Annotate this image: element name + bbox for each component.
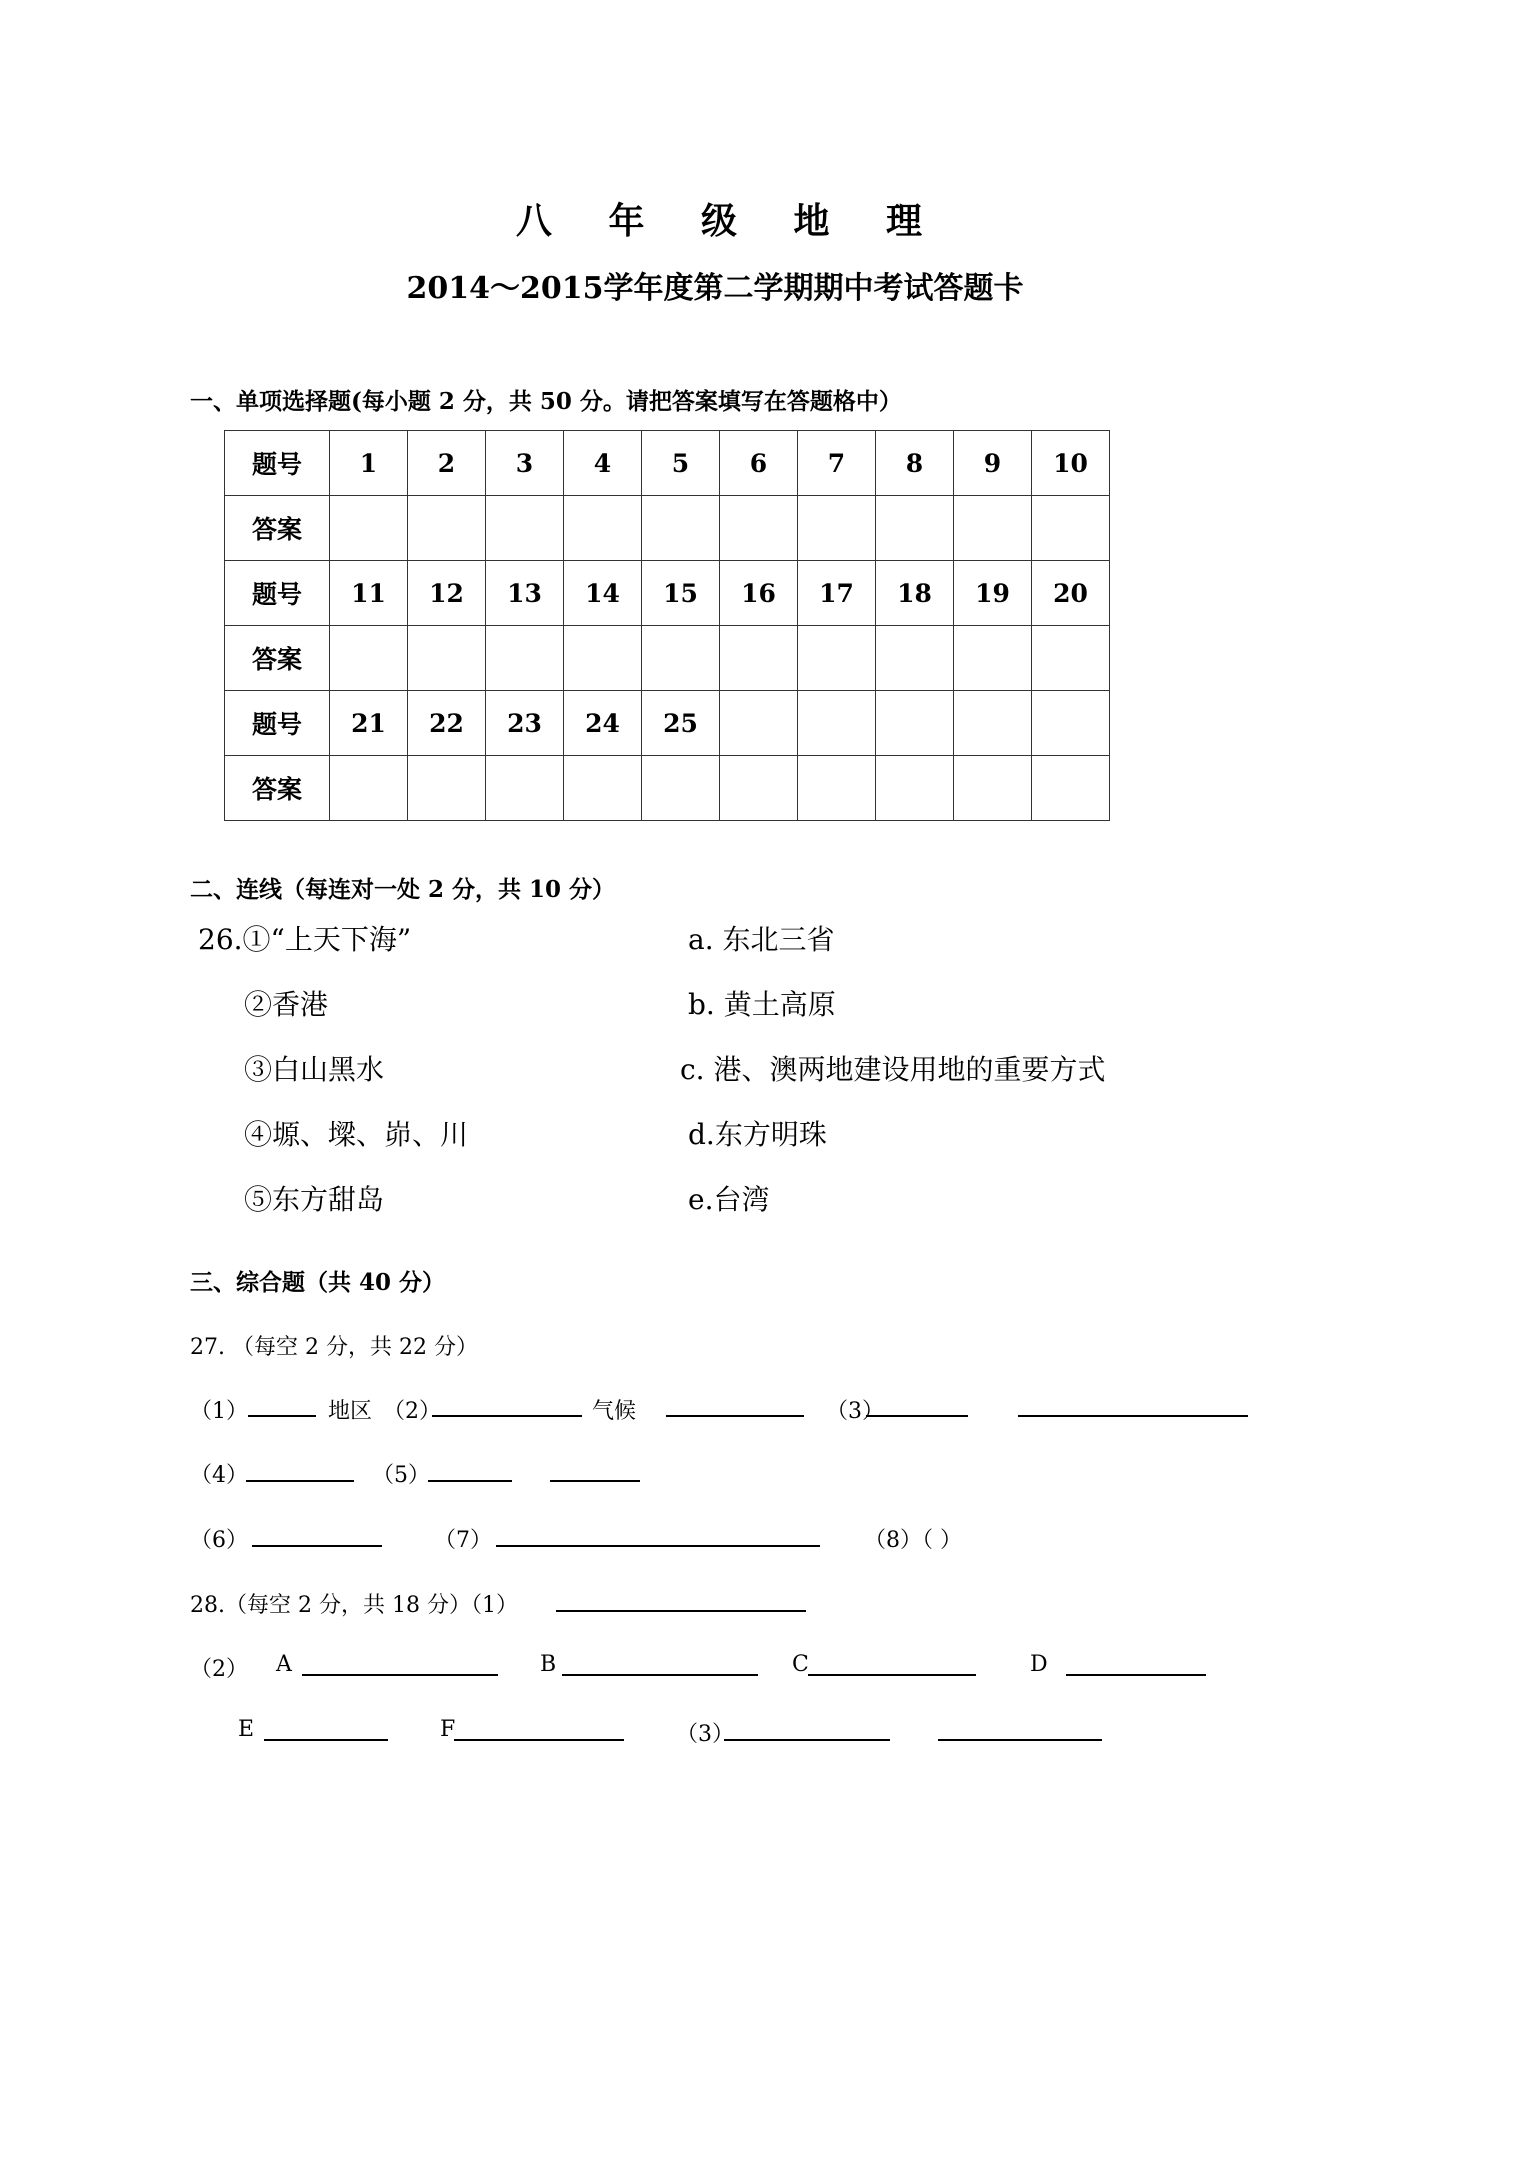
q27-4-label: （4） — [190, 1463, 248, 1488]
q28-3-label: （3） — [676, 1722, 734, 1747]
question-number: 5 — [642, 431, 720, 496]
answer-cell[interactable] — [798, 496, 876, 561]
answer-blank[interactable] — [866, 1415, 968, 1417]
answer-blank[interactable] — [246, 1480, 354, 1482]
answer-cell[interactable] — [486, 626, 564, 691]
answer-blank[interactable] — [1018, 1415, 1248, 1417]
question-number — [720, 691, 798, 756]
question-number: 3 — [486, 431, 564, 496]
q27-7-label: （7） — [434, 1528, 492, 1553]
answer-blank[interactable] — [550, 1480, 640, 1482]
answer-blank[interactable] — [556, 1610, 806, 1612]
answer-cell[interactable] — [954, 496, 1032, 561]
row-label-question: 题号 — [225, 431, 330, 496]
match-right-item: d.东方明珠 — [688, 1118, 827, 1151]
q27-6-label: （6） — [190, 1528, 248, 1553]
answer-blank[interactable] — [666, 1415, 804, 1417]
question-number: 15 — [642, 561, 720, 626]
match-left-item: ③白山黑水 — [244, 1053, 385, 1086]
match-right-item: a. 东北三省 — [688, 923, 835, 956]
section1-heading: 一、单项选择题(每小题 2 分，共 50 分。请把答案填写在答题格中） — [190, 388, 902, 415]
question-number — [798, 691, 876, 756]
q27-1-label: （1） — [190, 1399, 248, 1424]
q27-climate-label: 气候 — [592, 1399, 637, 1424]
answer-blank[interactable] — [264, 1739, 388, 1741]
answer-cell[interactable] — [876, 756, 954, 821]
question-number: 11 — [330, 561, 408, 626]
table-row — [225, 431, 1110, 496]
question-number: 14 — [564, 561, 642, 626]
q28-E-label: E — [238, 1717, 255, 1742]
q27-8-label: （8）（ ） — [864, 1528, 962, 1553]
answer-blank[interactable] — [938, 1739, 1102, 1741]
answer-blank[interactable] — [252, 1545, 382, 1547]
table-row — [225, 756, 1110, 821]
question-number — [876, 691, 954, 756]
row-label-answer: 答案 — [225, 496, 330, 561]
question-number: 17 — [798, 561, 876, 626]
q28-F-label: F — [440, 1717, 456, 1742]
question-number: 10 — [1032, 431, 1110, 496]
answer-blank[interactable] — [428, 1480, 512, 1482]
answer-blank[interactable] — [454, 1739, 624, 1741]
answer-cell[interactable] — [1032, 626, 1110, 691]
q27-5-label: （5） — [372, 1463, 430, 1488]
question-number: 4 — [564, 431, 642, 496]
q27-region-label: 地区 — [328, 1399, 373, 1424]
answer-cell[interactable] — [720, 756, 798, 821]
answer-cell[interactable] — [720, 626, 798, 691]
question-number: 2 — [408, 431, 486, 496]
answer-cell[interactable] — [1032, 496, 1110, 561]
question-number — [1032, 691, 1110, 756]
answer-cell[interactable] — [798, 756, 876, 821]
answer-cell[interactable] — [330, 756, 408, 821]
page-subtitle: 2014～2015学年度第二学期期中考试答题卡 — [406, 271, 1024, 306]
q28-A-label: A — [276, 1652, 292, 1677]
answer-cell[interactable] — [330, 626, 408, 691]
answer-cell[interactable] — [486, 496, 564, 561]
match-right-item: c. 港、澳两地建设用地的重要方式 — [680, 1053, 1106, 1086]
answer-blank[interactable] — [248, 1415, 316, 1417]
answer-cell[interactable] — [876, 496, 954, 561]
answer-blank[interactable] — [432, 1415, 582, 1417]
match-right-item: e.台湾 — [688, 1183, 770, 1216]
page-title: 八 年 级 地 理 — [515, 200, 945, 242]
question-number: 24 — [564, 691, 642, 756]
answer-cell[interactable] — [642, 496, 720, 561]
answer-grid — [224, 430, 1110, 821]
question-number: 20 — [1032, 561, 1110, 626]
question-number: 6 — [720, 431, 798, 496]
answer-cell[interactable] — [954, 756, 1032, 821]
question-number: 21 — [330, 691, 408, 756]
answer-cell[interactable] — [408, 496, 486, 561]
answer-blank[interactable] — [724, 1739, 890, 1741]
question-number: 8 — [876, 431, 954, 496]
answer-blank[interactable] — [1066, 1674, 1206, 1676]
question-number: 19 — [954, 561, 1032, 626]
q27-heading: 27. （每空 2 分，共 22 分） — [190, 1335, 478, 1360]
question-number: 16 — [720, 561, 798, 626]
answer-blank[interactable] — [808, 1674, 976, 1676]
question-number: 12 — [408, 561, 486, 626]
row-label-question: 题号 — [225, 561, 330, 626]
question-number: 9 — [954, 431, 1032, 496]
row-label-answer: 答案 — [225, 756, 330, 821]
answer-blank[interactable] — [496, 1545, 820, 1547]
match-right-item: b. 黄土高原 — [688, 988, 836, 1021]
match-left-item: ⑤东方甜岛 — [244, 1183, 385, 1216]
row-label-answer: 答案 — [225, 626, 330, 691]
answer-cell[interactable] — [642, 756, 720, 821]
answer-cell[interactable] — [876, 626, 954, 691]
question-number — [954, 691, 1032, 756]
answer-cell[interactable] — [564, 756, 642, 821]
q28-C-label: C — [792, 1652, 809, 1677]
answer-cell[interactable] — [798, 626, 876, 691]
table-row — [225, 691, 1110, 756]
answer-cell[interactable] — [486, 756, 564, 821]
answer-cell[interactable] — [1032, 756, 1110, 821]
match-left-item: 26.①“上天下海” — [198, 923, 412, 956]
question-number: 13 — [486, 561, 564, 626]
row-label-question: 题号 — [225, 691, 330, 756]
q28-D-label: D — [1030, 1652, 1048, 1677]
answer-cell[interactable] — [954, 626, 1032, 691]
answer-cell[interactable] — [408, 626, 486, 691]
answer-blank[interactable] — [562, 1674, 758, 1676]
answer-cell[interactable] — [330, 496, 408, 561]
answer-blank[interactable] — [302, 1674, 498, 1676]
question-number: 7 — [798, 431, 876, 496]
q28-B-label: B — [540, 1652, 557, 1677]
match-left-item: ②香港 — [244, 988, 329, 1021]
q27-3-label: （3） — [826, 1399, 884, 1424]
answer-cell[interactable] — [720, 496, 798, 561]
table-row — [225, 561, 1110, 626]
question-number: 22 — [408, 691, 486, 756]
match-left-item: ④塬、墚、峁、川 — [244, 1118, 469, 1151]
answer-cell[interactable] — [564, 626, 642, 691]
answer-cell[interactable] — [642, 626, 720, 691]
q28-2-label: （2） — [190, 1657, 248, 1682]
question-number: 18 — [876, 561, 954, 626]
table-row — [225, 496, 1110, 561]
table-row — [225, 626, 1110, 691]
question-number: 23 — [486, 691, 564, 756]
question-number: 25 — [642, 691, 720, 756]
answer-cell[interactable] — [408, 756, 486, 821]
q28-heading: 28.（每空 2 分，共 18 分）（1） — [190, 1593, 518, 1618]
answer-cell[interactable] — [564, 496, 642, 561]
question-number: 1 — [330, 431, 408, 496]
q27-2-label: （2） — [383, 1399, 441, 1424]
section2-heading: 二、连线（每连对一处 2 分，共 10 分） — [190, 876, 616, 903]
section3-heading: 三、综合题（共 40 分） — [190, 1269, 446, 1296]
